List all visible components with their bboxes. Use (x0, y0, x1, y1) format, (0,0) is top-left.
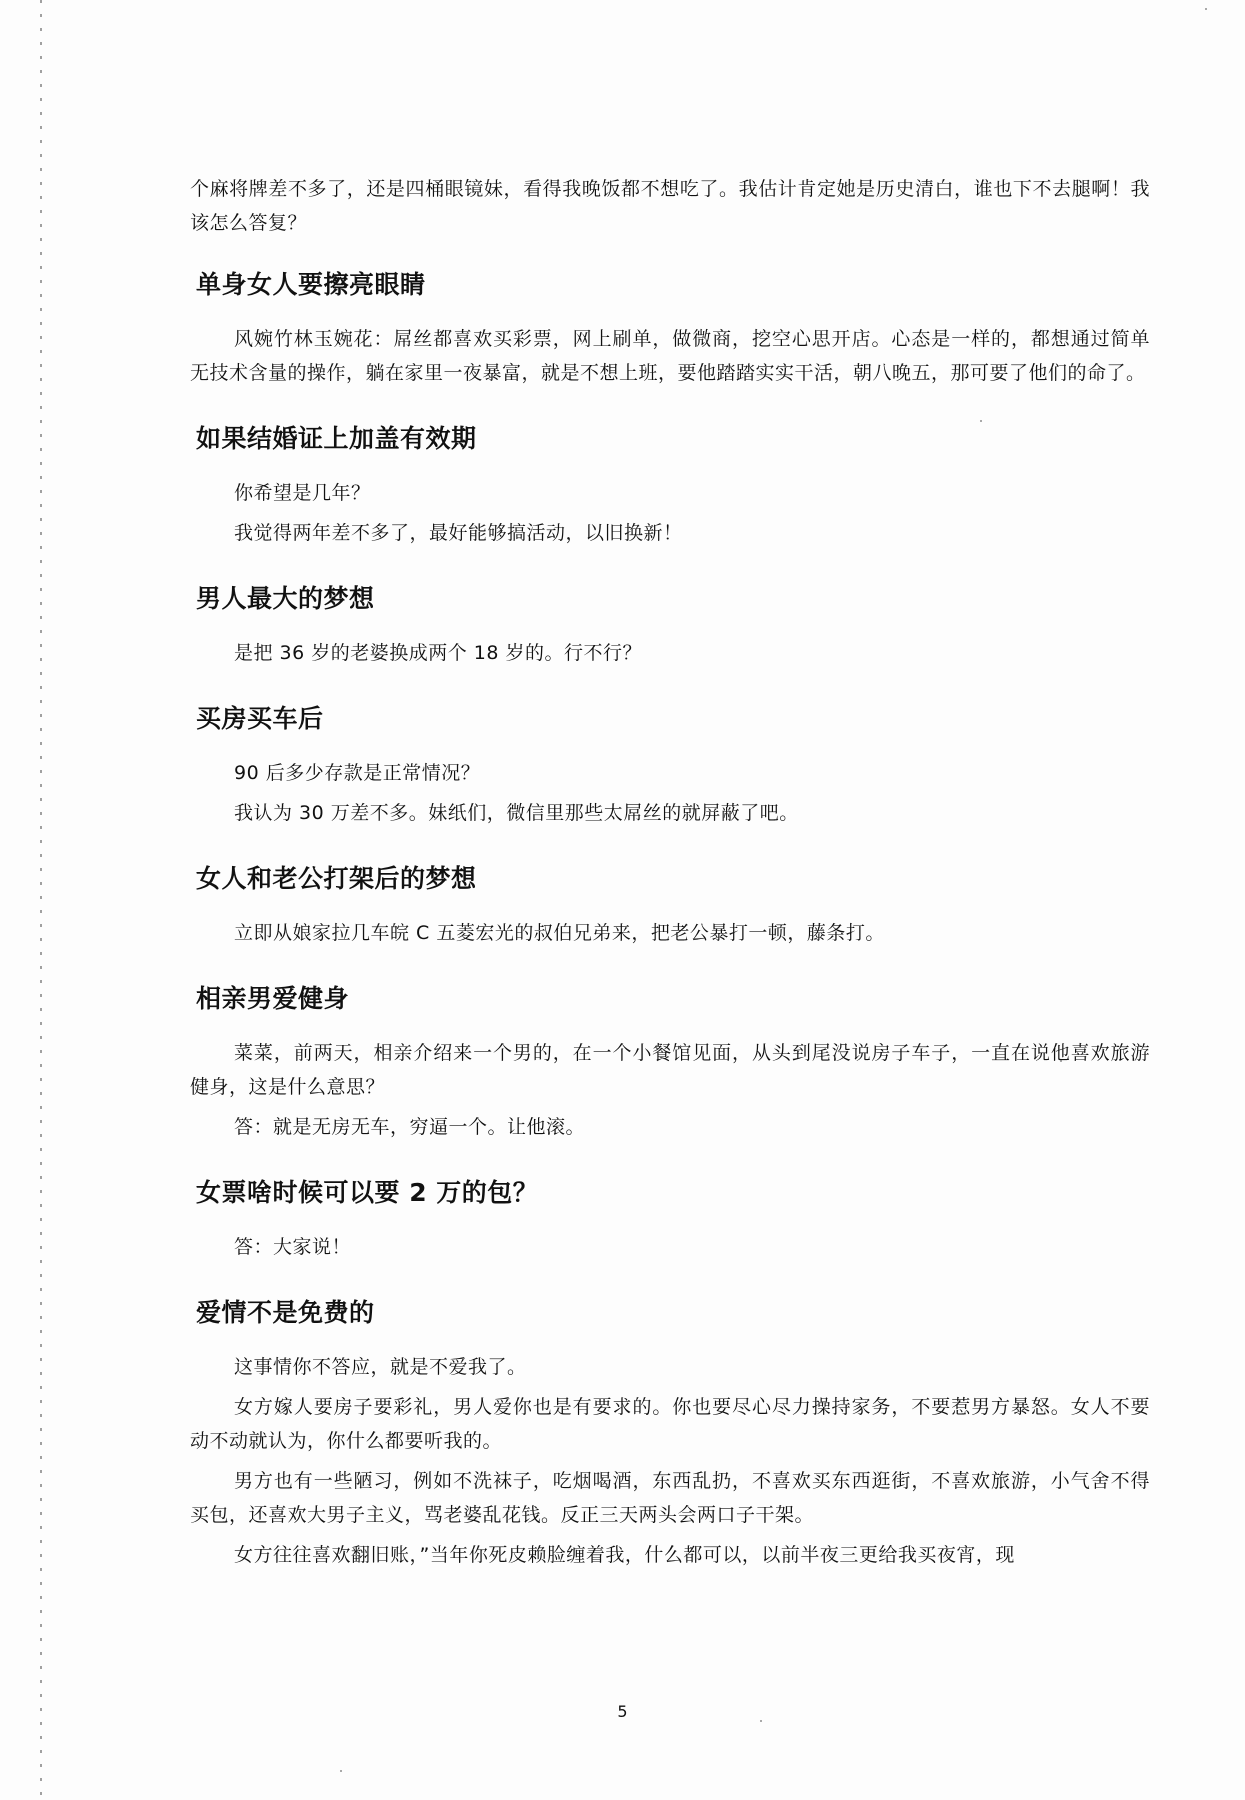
scan-speck (340, 1770, 342, 1772)
paragraph: 女方嫁人要房子要彩礼，男人爱你也是有要求的。你也要尽心尽力操持家务，不要惹男方暴怒。女人不要动不动就认为，你什么都要听我的。 (190, 1396, 1150, 1452)
paragraph: 立即从娘家拉几车皖 C 五菱宏光的叔伯兄弟来，把老公暴打一顿，藤条打。 (234, 922, 885, 944)
section-heading: 爱情不是免费的 (196, 1298, 375, 1327)
paragraph: 答：大家说！ (234, 1236, 352, 1258)
section-heading: 相亲男爱健身 (196, 984, 350, 1013)
section-heading: 女人和老公打架后的梦想 (196, 864, 477, 893)
paragraph: 个麻将牌差不多了，还是四桶眼镜妹，看得我晚饭都不想吃了。我估计肯定她是历史清白，谁也下不去腿啊！我该怎么答复？ (190, 178, 1150, 234)
paragraph: 我认为 30 万差不多。妹纸们，微信里那些太屌丝的就屏蔽了吧。 (234, 802, 799, 824)
paragraph: 你希望是几年？ (234, 482, 371, 504)
scan-speck (1205, 8, 1207, 10)
paragraph: 菜菜，前两天，相亲介绍来一个男的，在一个小餐馆见面，从头到尾没说房子车子，一直在说他喜欢旅游健身，这是什么意思？ (190, 1042, 1150, 1098)
scan-edge-marks (40, 0, 42, 1800)
document-body (190, 172, 1150, 1572)
paragraph: 风婉竹林玉婉花：屌丝都喜欢买彩票，网上刷单，做微商，挖空心思开店。心态是一样的，都想通过简单无技术含量的操作，躺在家里一夜暴富，就是不想上班，要他踏踏实实干活，朝八晚五，那可要了他们的命了。 (190, 328, 1150, 384)
paragraph: 女方往往喜欢翻旧账，”当年你死皮赖脸缠着我，什么都可以，以前半夜三更给我买夜宵，现 (234, 1544, 1015, 1566)
section-heading: 单身女人要擦亮眼睛 (196, 270, 426, 299)
paragraph: 这事情你不答应，就是不爱我了。 (234, 1356, 527, 1378)
paragraph: 90 后多少存款是正常情况？ (234, 762, 481, 784)
paragraph: 我觉得两年差不多了，最好能够搞活动，以旧换新！ (234, 522, 683, 544)
page-number: 5 (617, 1702, 628, 1721)
section-heading: 女票啥时候可以要 2 万的包？ (196, 1178, 539, 1207)
section-heading: 男人最大的梦想 (196, 584, 375, 613)
section-heading: 买房买车后 (196, 704, 324, 733)
paragraph: 男方也有一些陋习，例如不洗袜子，吃烟喝酒，东西乱扔，不喜欢买东西逛街，不喜欢旅游，小气舍不得买包，还喜欢大男子主义，骂老婆乱花钱。反正三天两头会两口子干架。 (190, 1470, 1150, 1526)
section-heading: 如果结婚证上加盖有效期 (196, 424, 477, 453)
paragraph: 答：就是无房无车，穷逼一个。让他滚。 (234, 1116, 586, 1138)
paragraph: 是把 36 岁的老婆换成两个 18 岁的。行不行？ (234, 642, 643, 664)
